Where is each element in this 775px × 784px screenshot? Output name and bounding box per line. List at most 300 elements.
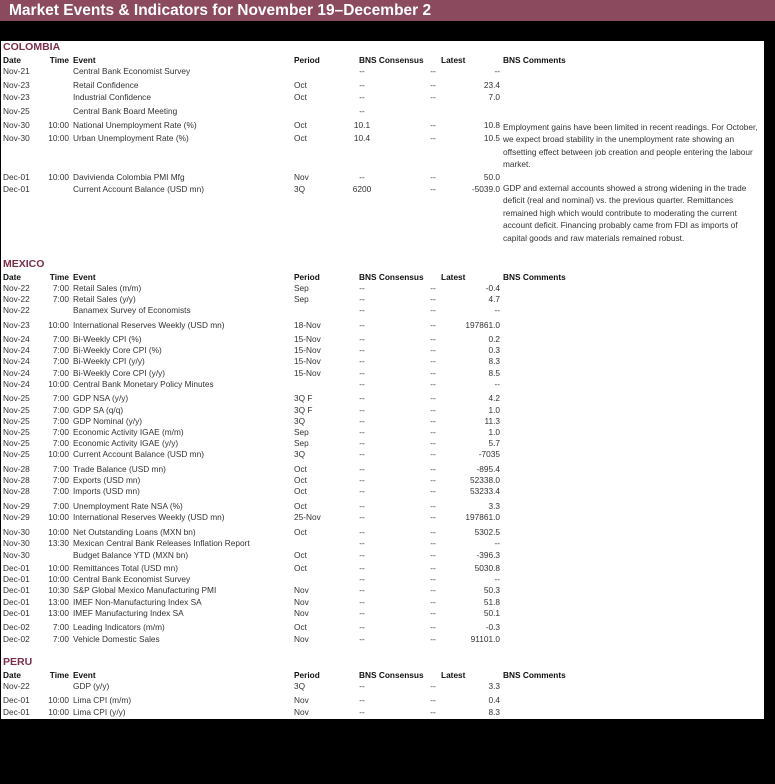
header-consensus: Consensus	[378, 670, 424, 680]
cell-latest: 197861.0	[465, 320, 500, 330]
cell-time: 7:00	[52, 405, 69, 415]
cell-period: Oct	[294, 475, 307, 485]
cell-event: Bi-Weekly CPI (%)	[73, 334, 142, 344]
cell-event: Current Account Balance (USD mn)	[73, 449, 204, 459]
header-bns: BNS	[359, 55, 377, 65]
header-comments: BNS Comments	[503, 670, 566, 680]
cell-cons: --	[430, 464, 436, 474]
cell-latest: 7.0	[488, 92, 500, 102]
cell-bns: 10.1	[353, 120, 371, 130]
cell-cons: --	[430, 294, 436, 304]
cell-bns: --	[359, 512, 365, 522]
cell-event: Net Outstanding Loans (MXN bn)	[73, 527, 196, 537]
table-row	[1, 694, 764, 706]
cell-bns: --	[359, 574, 365, 584]
cell-date: Dec-01	[3, 695, 30, 705]
cell-bns: --	[359, 356, 365, 366]
cell-period: Oct	[294, 80, 307, 90]
cell-period: Oct	[294, 622, 307, 632]
cell-period: Oct	[294, 527, 307, 537]
cell-date: Dec-01	[3, 574, 30, 584]
cell-event: GDP NSA (y/y)	[73, 393, 129, 403]
header-time: Time	[49, 670, 69, 680]
cell-bns: --	[359, 305, 365, 315]
header-comments: BNS Comments	[503, 272, 566, 282]
cell-time: 10:00	[48, 574, 69, 584]
cell-cons: --	[430, 405, 436, 415]
cell-event: Trade Balance (USD mn)	[73, 464, 166, 474]
cell-event: Unemployment Rate NSA (%)	[73, 501, 183, 511]
cell-date: Dec-01	[3, 585, 30, 595]
table-row	[1, 511, 764, 523]
cell-time: 10:00	[48, 172, 69, 182]
header-time: Time	[49, 55, 69, 65]
cell-date: Nov-30	[3, 550, 30, 560]
cell-bns: --	[359, 66, 365, 76]
cell-time: 10:00	[48, 707, 69, 717]
cell-cons: --	[430, 345, 436, 355]
cell-event: Bi-Weekly Core CPI (y/y)	[73, 368, 166, 378]
cell-latest: --	[494, 574, 500, 584]
cell-period: 3Q	[294, 681, 306, 691]
table-row	[1, 65, 764, 77]
cell-latest: --	[494, 538, 500, 548]
cell-bns: --	[359, 334, 365, 344]
cell-period: Oct	[294, 92, 307, 102]
cell-event: Central Bank Economist Survey	[73, 66, 191, 76]
cell-bns: --	[359, 80, 365, 90]
cell-cons: --	[430, 427, 436, 437]
cell-event: IMEF Manufacturing Index SA	[73, 608, 184, 618]
cell-period: Nov	[294, 695, 309, 705]
cell-time: 7:00	[52, 356, 69, 366]
table-row	[1, 79, 764, 91]
cell-event: Central Bank Monetary Policy Minutes	[73, 379, 214, 389]
cell-event: GDP (y/y)	[73, 681, 110, 691]
cell-latest: -0.4	[485, 283, 500, 293]
cell-time: 7:00	[52, 345, 69, 355]
cell-period: Sep	[294, 294, 309, 304]
cell-period: Nov	[294, 608, 309, 618]
cell-latest: 91101.0	[470, 634, 500, 644]
cell-period: Sep	[294, 438, 309, 448]
cell-period: 3Q	[294, 449, 306, 459]
cell-event: Bi-Weekly CPI (y/y)	[73, 356, 145, 366]
header-latest: Latest	[441, 272, 466, 282]
cell-period: 15-Nov	[294, 356, 321, 366]
cell-cons: --	[430, 393, 436, 403]
cell-latest: --	[494, 66, 500, 76]
cell-period: Oct	[294, 550, 307, 560]
comment-current-account: GDP and external accounts showed a strong widening in the trade deficit (real and nominal) vs. the previous quarter. Remittances remained high which would contribute to moderating the current account deficit. Financing probably came from FDI as imports of capital goods and raw materials remained robust.	[503, 183, 747, 243]
table-row	[1, 378, 764, 390]
cell-period: 3Q	[294, 416, 306, 426]
header-bns: BNS	[359, 670, 377, 680]
cell-cons: --	[430, 92, 436, 102]
cell-cons: --	[430, 475, 436, 485]
cell-latest: 52338.0	[470, 475, 500, 485]
cell-date: Nov-30	[3, 120, 30, 130]
cell-period: Sep	[294, 427, 309, 437]
cell-event: Banamex Survey of Economists	[73, 305, 191, 315]
cell-period: Nov	[294, 634, 309, 644]
cell-latest: 5030.8	[474, 563, 500, 573]
cell-event: Urban Unemployment Rate (%)	[73, 133, 189, 143]
cell-period: Oct	[294, 563, 307, 573]
cell-period: Nov	[294, 597, 309, 607]
cell-event: Budget Balance YTD (MXN bn)	[73, 550, 189, 560]
cell-event: Lima CPI (y/y)	[73, 707, 126, 717]
cell-event: Central Bank Economist Survey	[73, 574, 191, 584]
cell-latest: 4.7	[488, 294, 500, 304]
cell-time: 10:00	[48, 563, 69, 573]
header-period: Period	[294, 272, 320, 282]
cell-cons: --	[430, 133, 436, 143]
cell-bns: --	[359, 393, 365, 403]
cell-cons: --	[430, 416, 436, 426]
cell-cons: --	[430, 334, 436, 344]
cell-cons: --	[430, 597, 436, 607]
cell-bns: --	[359, 527, 365, 537]
cell-date: Nov-22	[3, 294, 30, 304]
cell-cons: --	[430, 707, 436, 717]
cell-period: Nov	[294, 585, 309, 595]
cell-time: 7:00	[52, 501, 69, 511]
header-latest: Latest	[441, 670, 466, 680]
cell-bns: --	[359, 634, 365, 644]
cell-event: Central Bank Board Meeting	[73, 106, 178, 116]
cell-period: 3Q F	[294, 393, 313, 403]
cell-time: 7:00	[52, 427, 69, 437]
cell-date: Nov-28	[3, 475, 30, 485]
cell-event: Economic Activity IGAE (y/y)	[73, 438, 179, 448]
cell-bns: --	[359, 438, 365, 448]
cell-event: IMEF Non-Manufacturing Index SA	[73, 597, 202, 607]
cell-date: Dec-01	[3, 172, 30, 182]
table-row	[1, 319, 764, 331]
cell-latest: -895.4	[476, 464, 500, 474]
cell-cons: --	[430, 368, 436, 378]
cell-event: National Unemployment Rate (%)	[73, 120, 197, 130]
cell-event: Lima CPI (m/m)	[73, 695, 132, 705]
cell-latest: 50.1	[483, 608, 500, 618]
cell-cons: --	[430, 356, 436, 366]
cell-bns: --	[359, 405, 365, 415]
cell-date: Dec-01	[3, 184, 30, 194]
cell-event: Bi-Weekly Core CPI (%)	[73, 345, 162, 355]
cell-cons: --	[430, 320, 436, 330]
cell-time: 10:00	[48, 695, 69, 705]
table-row	[1, 485, 764, 497]
table-row	[1, 633, 764, 645]
cell-latest: 5.7	[488, 438, 500, 448]
cell-cons: --	[430, 80, 436, 90]
table-row	[1, 706, 764, 718]
cell-date: Nov-30	[3, 538, 30, 548]
cell-latest: 0.2	[488, 334, 500, 344]
cell-event: Leading Indicators (m/m)	[73, 622, 165, 632]
cell-date: Dec-01	[3, 608, 30, 618]
cell-date: Dec-01	[3, 707, 30, 717]
table-row	[1, 621, 764, 633]
header-consensus: Consensus	[378, 272, 424, 282]
cell-event: Mexican Central Bank Releases Inflation Report	[73, 538, 250, 548]
cell-date: Nov-22	[3, 283, 30, 293]
page-title: Market Events & Indicators for November 19–December 2	[0, 0, 775, 21]
cell-bns: --	[359, 563, 365, 573]
header-event: Event	[73, 670, 96, 680]
cell-time: 13:30	[48, 538, 69, 548]
header-period: Period	[294, 670, 320, 680]
cell-bns: --	[359, 622, 365, 632]
cell-period: Nov	[294, 172, 309, 182]
cell-event: International Reserves Weekly (USD mn)	[73, 320, 225, 330]
cell-cons: --	[430, 622, 436, 632]
cell-event: Imports (USD mn)	[73, 486, 140, 496]
cell-latest: -0.3	[485, 622, 500, 632]
cell-latest: 51.8	[483, 597, 500, 607]
cell-cons: --	[430, 585, 436, 595]
cell-bns: --	[359, 449, 365, 459]
cell-date: Nov-24	[3, 356, 30, 366]
cell-bns: --	[359, 707, 365, 717]
cell-latest: 5302.5	[474, 527, 500, 537]
cell-bns: 10.4	[353, 133, 371, 143]
cell-event: Retail Sales (m/m)	[73, 283, 142, 293]
cell-period: Oct	[294, 120, 307, 130]
cell-date: Nov-28	[3, 486, 30, 496]
cell-time: 13:00	[48, 597, 69, 607]
cell-cons: --	[430, 172, 436, 182]
cell-date: Nov-29	[3, 501, 30, 511]
cell-cons: --	[430, 438, 436, 448]
cell-time: 13:00	[48, 608, 69, 618]
cell-cons: --	[430, 563, 436, 573]
cell-cons: --	[430, 608, 436, 618]
cell-period: Oct	[294, 464, 307, 474]
cell-event: Remittances Total (USD mn)	[73, 563, 178, 573]
cell-latest: 8.3	[488, 707, 500, 717]
header-event: Event	[73, 55, 96, 65]
cell-bns: 6200	[352, 184, 372, 194]
cell-event: Economic Activity IGAE (m/m)	[73, 427, 184, 437]
cell-date: Nov-23	[3, 320, 30, 330]
cell-bns: --	[359, 106, 365, 116]
cell-cons: --	[430, 695, 436, 705]
cell-latest: -396.3	[476, 550, 500, 560]
cell-bns: --	[359, 283, 365, 293]
cell-cons: --	[430, 379, 436, 389]
table-row	[1, 549, 764, 561]
cell-bns: --	[359, 538, 365, 548]
cell-period: 15-Nov	[294, 345, 321, 355]
cell-date: Dec-01	[3, 597, 30, 607]
cell-date: Nov-22	[3, 305, 30, 315]
cell-time: 7:00	[52, 475, 69, 485]
cell-cons: --	[430, 120, 436, 130]
header-comments: BNS Comments	[503, 55, 566, 65]
cell-date: Dec-02	[3, 634, 30, 644]
cell-bns: --	[359, 379, 365, 389]
cell-time: 7:00	[52, 283, 69, 293]
cell-latest: 8.3	[488, 356, 500, 366]
cell-latest: 53233.4	[470, 486, 500, 496]
cell-time: 10:00	[48, 449, 69, 459]
cell-date: Nov-25	[3, 106, 30, 116]
cell-bns: --	[359, 608, 365, 618]
cell-cons: --	[430, 184, 436, 194]
cell-time: 10:30	[48, 585, 69, 595]
cell-latest: 3.3	[488, 681, 500, 691]
cell-bns: --	[359, 486, 365, 496]
cell-time: 7:00	[52, 486, 69, 496]
cell-period: 3Q	[294, 184, 306, 194]
table-row	[1, 584, 764, 596]
cell-cons: --	[430, 305, 436, 315]
cell-bns: --	[359, 92, 365, 102]
header-date: Date	[3, 55, 21, 65]
cell-period: 18-Nov	[294, 320, 321, 330]
cell-latest: 10.5	[483, 133, 500, 143]
cell-latest: 11.3	[484, 416, 500, 426]
cell-date: Nov-24	[3, 379, 30, 389]
cell-bns: --	[359, 368, 365, 378]
header-time: Time	[49, 272, 69, 282]
cell-event: Current Account Balance (USD mn)	[73, 184, 204, 194]
cell-date: Nov-29	[3, 512, 30, 522]
cell-event: GDP SA (q/q)	[73, 405, 124, 415]
header-date: Date	[3, 670, 21, 680]
comment-unemployment: Employment gains have been limited in recent readings. For October, we expect broad stability in the unemployment rate showing an offsetting effect between job creation and people entering the labour market.	[503, 122, 758, 170]
section-heading-mexico: MEXICO	[3, 258, 45, 270]
cell-bns: --	[359, 475, 365, 485]
cell-date: Dec-02	[3, 622, 30, 632]
cell-bns: --	[359, 695, 365, 705]
cell-latest: 10.8	[483, 120, 500, 130]
cell-period: 3Q F	[294, 405, 313, 415]
cell-time: 7:00	[52, 634, 69, 644]
cell-event: Davivienda Colombia PMI Mfg	[73, 172, 185, 182]
cell-event: International Reserves Weekly (USD mn)	[73, 512, 225, 522]
cell-latest: 23.4	[483, 80, 500, 90]
cell-cons: --	[430, 449, 436, 459]
cell-bns: --	[359, 427, 365, 437]
cell-period: Nov	[294, 707, 309, 717]
cell-latest: 0.4	[488, 695, 500, 705]
cell-cons: --	[430, 550, 436, 560]
cell-latest: 50.3	[483, 585, 500, 595]
cell-latest: 1.0	[488, 427, 500, 437]
cell-latest: --	[494, 379, 500, 389]
table-row	[1, 607, 764, 619]
header-date: Date	[3, 272, 21, 282]
cell-date: Nov-22	[3, 681, 30, 691]
table-row	[1, 91, 764, 103]
header-period: Period	[294, 55, 320, 65]
cell-cons: --	[430, 501, 436, 511]
table-row	[1, 448, 764, 460]
events-sheet	[1, 41, 764, 719]
table-row	[1, 392, 764, 404]
table-row	[1, 304, 764, 316]
cell-time: 7:00	[52, 438, 69, 448]
cell-bns: --	[359, 416, 365, 426]
cell-latest: 0.3	[488, 345, 500, 355]
cell-event: Retail Confidence	[73, 80, 139, 90]
cell-event: Retail Sales (y/y)	[73, 294, 136, 304]
cell-cons: --	[430, 574, 436, 584]
cell-date: Nov-25	[3, 427, 30, 437]
header-latest: Latest	[441, 55, 466, 65]
cell-date: Nov-28	[3, 464, 30, 474]
cell-latest: 197861.0	[465, 512, 500, 522]
cell-cons: --	[430, 634, 436, 644]
cell-period: 25-Nov	[294, 512, 321, 522]
cell-date: Nov-24	[3, 334, 30, 344]
cell-period: Oct	[294, 486, 307, 496]
cell-time: 10:00	[48, 320, 69, 330]
cell-bns: --	[359, 172, 365, 182]
section-heading-colombia: COLOMBIA	[3, 41, 61, 53]
cell-date: Nov-24	[3, 345, 30, 355]
cell-bns: --	[359, 585, 365, 595]
cell-date: Nov-24	[3, 368, 30, 378]
cell-period: 15-Nov	[294, 368, 321, 378]
cell-time: 10:00	[48, 133, 69, 143]
cell-cons: --	[430, 283, 436, 293]
cell-bns: --	[359, 681, 365, 691]
cell-event: Vehicle Domestic Sales	[73, 634, 160, 644]
cell-time: 10:00	[48, 512, 69, 522]
cell-date: Nov-21	[3, 66, 30, 76]
cell-event: S&P Global Mexico Manufacturing PMI	[73, 585, 217, 595]
cell-date: Nov-25	[3, 438, 30, 448]
cell-date: Nov-23	[3, 92, 30, 102]
cell-latest: --	[494, 305, 500, 315]
cell-period: Oct	[294, 133, 307, 143]
cell-cons: --	[430, 527, 436, 537]
table-row	[1, 355, 764, 367]
cell-cons: --	[430, 66, 436, 76]
cell-latest: -5039.0	[471, 184, 500, 194]
cell-bns: --	[359, 550, 365, 560]
cell-date: Nov-30	[3, 527, 30, 537]
cell-cons: --	[430, 486, 436, 496]
cell-cons: --	[430, 538, 436, 548]
cell-event: GDP Nominal (y/y)	[73, 416, 143, 426]
header-consensus: Consensus	[378, 55, 424, 65]
header-event: Event	[73, 272, 96, 282]
cell-date: Dec-01	[3, 563, 30, 573]
cell-latest: -7035	[478, 449, 500, 459]
cell-event: Industrial Confidence	[73, 92, 151, 102]
cell-bns: --	[359, 294, 365, 304]
cell-date: Nov-25	[3, 449, 30, 459]
cell-cons: --	[430, 512, 436, 522]
cell-period: Sep	[294, 283, 309, 293]
table-row	[1, 680, 764, 692]
cell-period: 15-Nov	[294, 334, 321, 344]
cell-bns: --	[359, 345, 365, 355]
cell-latest: 1.0	[488, 405, 500, 415]
cell-time: 10:00	[48, 527, 69, 537]
header-bns: BNS	[359, 272, 377, 282]
cell-bns: --	[359, 597, 365, 607]
cell-date: Nov-23	[3, 80, 30, 90]
cell-time: 7:00	[52, 622, 69, 632]
cell-time: 7:00	[52, 416, 69, 426]
cell-cons: --	[430, 681, 436, 691]
